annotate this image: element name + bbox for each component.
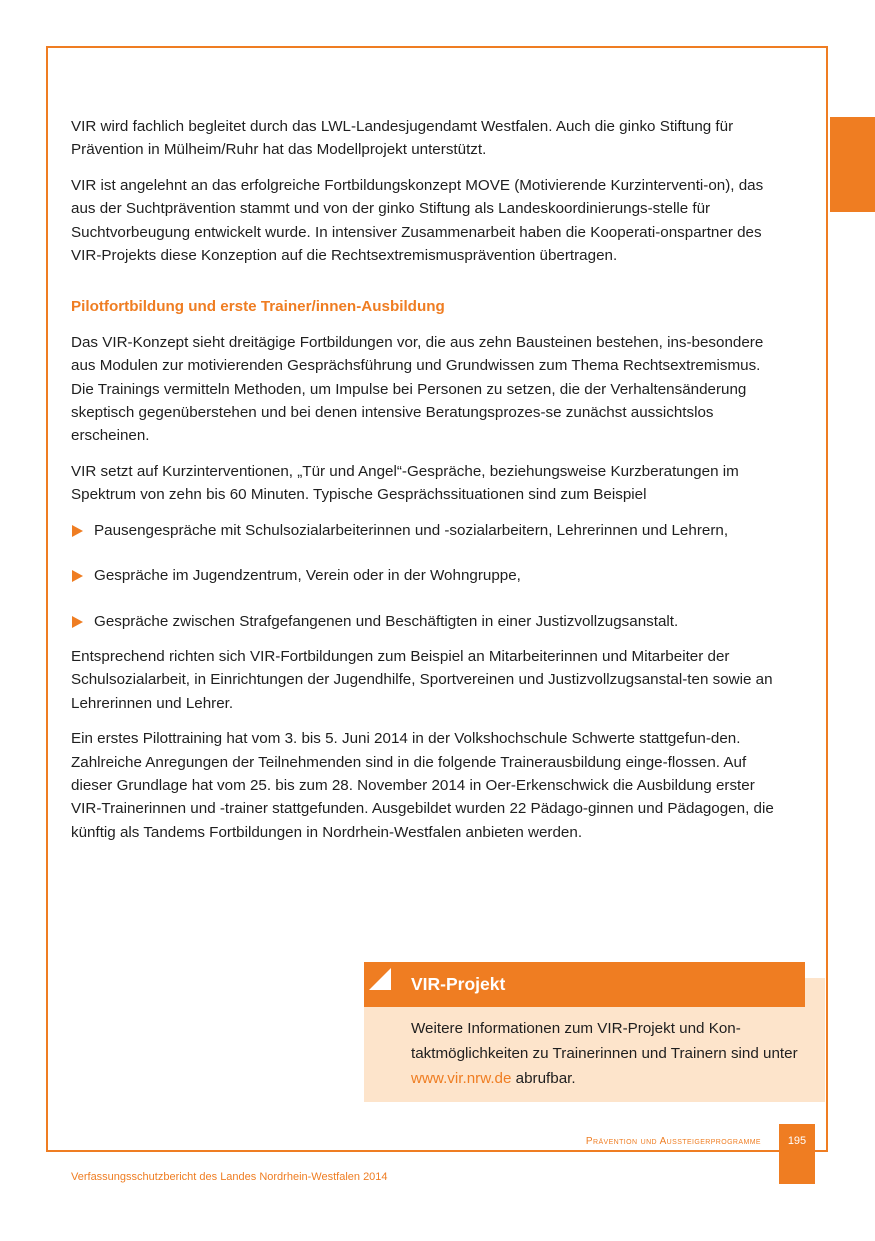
triangle-bullet-icon (72, 525, 83, 537)
info-box-title: VIR-Projekt (411, 974, 506, 994)
list-item-text: Gespräche zwischen Strafgefangenen und Beschäftigten in einer Justizvollzugsanstalt. (94, 612, 679, 630)
website-link[interactable]: www.vir.nrw.de (411, 1070, 512, 1087)
paragraph: Ein erstes Pilottraining hat vom 3. bis 5. Juni 2014 in der Volkshochschule Schwerte stattgefun-den. Zahlreiche Anregungen der Teilnehmenden sind in die folgende Trainerausbildung einge-flossen. Auf dieser Grundlage hat vom 25. bis zum 28. November 2014 in Oer-Erkenschwick die Ausbildung erster VIR-Trainerinnen und -trainer stattgefunden. Ausgebildet wurden 22 Pädago-ginnen und Pädagogen, die künftig als Tandems Fortbildungen in Nordrhein-Westfalen anbieten werden. (71, 730, 774, 841)
triangle-bullet-icon (72, 616, 83, 628)
corner-triangle-icon (369, 968, 391, 990)
paragraph: VIR ist angelehnt an das erfolgreiche Fortbildungskonzept MOVE (Motivierende Kurzinterventi-on), das aus der Suchtprävention stammt und von der ginko Stiftung als Landeskoordinierungs-stelle für Suchtvorbeugung entwickelt wurde. In intensiver Zusammenarbeit haben die Kooperati-onspartner des VIR-Projekts diese Konzeption auf die Rechtsextremismusprävention übertragen. (71, 176, 764, 265)
paragraph: VIR setzt auf Kurzinterventionen, „Tür und Angel“-Gespräche, beziehungsweise Kurzberatungen im Spektrum von zehn bis 60 Minuten. Typische Gesprächssituationen sind zum Beispiel (71, 462, 739, 504)
info-text-after: abrufbar. (511, 1070, 576, 1087)
list-item (71, 519, 786, 542)
info-box-header (364, 962, 805, 1007)
list-item (71, 564, 786, 587)
main-content (71, 115, 786, 856)
bullet-list (71, 519, 786, 633)
paragraph: Das VIR-Konzept sieht dreitägige Fortbildungen vor, die aus zehn Bausteinen bestehen, ins-besondere aus Modulen zur motivierenden Gesprächsführung und Grundwissen zum Thema Rechtsextremismus. Die Trainings vermitteln Methoden, um Impulse bei Personen zu setzen, die der Verhaltensänderung skeptisch gegenüberstehen und bei denen intensive Beratungsprozes-se zunächst aussichtslos erscheinen. (71, 333, 764, 445)
list-item-text: Pausengespräche mit Schulsozialarbeiterinnen und -sozialarbeitern, Lehrerinnen und Lehrern, (94, 521, 729, 539)
page-number: 195 (779, 1124, 815, 1184)
info-box (364, 962, 825, 1102)
chapter-side-tab (830, 117, 875, 212)
paragraph: Entsprechend richten sich VIR-Fortbildungen zum Beispiel an Mitarbeiterinnen und Mitarbeiter der Schulsozialarbeit, in Einrichtungen der Jugendhilfe, Sportvereinen und Justizvollzugsanstal-ten sowie an Lehrerinnen und Lehrer. (71, 647, 773, 712)
list-item-text: Gespräche im Jugendzentrum, Verein oder in der Wohngruppe, (94, 567, 521, 585)
list-item (71, 610, 786, 633)
triangle-bullet-icon (72, 570, 83, 582)
running-head: Prävention und Aussteigerprogramme (585, 1136, 761, 1147)
info-text-before: Weitere Informationen zum VIR-Projekt und Kon-taktmöglichkeiten zu Trainerinnen und Trainern sind unter (411, 1020, 798, 1062)
info-box-text (411, 1016, 811, 1091)
paragraph: VIR wird fachlich begleitet durch das LWL-Landesjugendamt Westfalen. Auch die ginko Stiftung für Prävention in Mülheim/Ruhr hat das Modellprojekt unterstützt. (71, 118, 734, 159)
section-heading: Pilotfortbildung und erste Trainer/innen-Ausbildung (71, 298, 445, 316)
footer-text: Verfassungsschutzbericht des Landes Nordrhein-Westfalen 2014 (71, 1171, 388, 1183)
